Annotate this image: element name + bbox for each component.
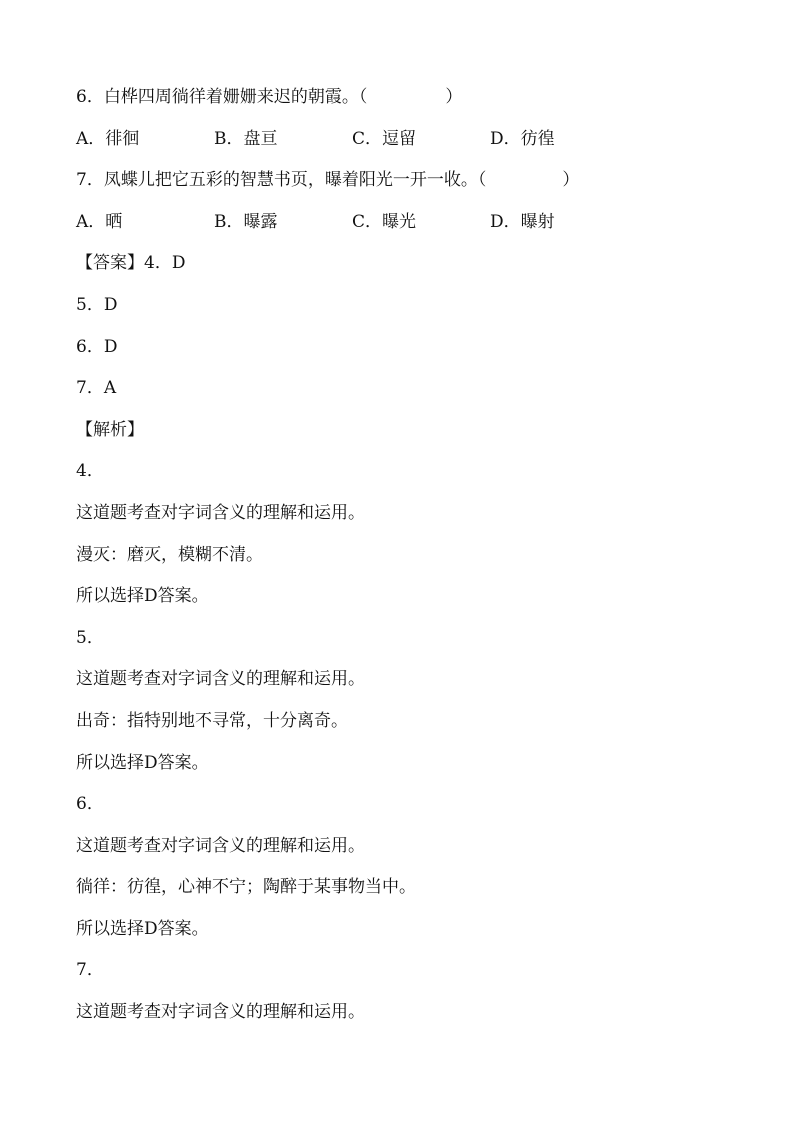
- question-6-option-b: B．盘亘: [214, 128, 278, 149]
- answer-6: 6．D: [76, 336, 118, 357]
- analysis-4-line-3: 所以选择D答案。: [76, 586, 209, 607]
- analysis-5-line-2: 出奇：指特别地不寻常，十分离奇。: [76, 710, 348, 731]
- analysis-5-line-3: 所以选择D答案。: [76, 752, 209, 773]
- question-6-option-a: A．徘徊: [76, 128, 140, 149]
- analysis-heading: 【解析】: [76, 419, 144, 440]
- analysis-6-line-3: 所以选择D答案。: [76, 918, 209, 939]
- question-6-option-c: C．逗留: [352, 128, 417, 149]
- analysis-4-line-2: 漫灭：磨灭，模糊不清。: [76, 544, 263, 565]
- analysis-7-number: 7．: [76, 960, 104, 981]
- question-7-text: 7．凤蝶儿把它五彩的智慧书页，曝着阳光一开一收。（: [76, 170, 487, 191]
- question-6-stem: [76, 83, 756, 125]
- analysis-7-line-1: 这道题考查对字词含义的理解和运用。: [76, 1002, 365, 1023]
- question-7-option-d: D．曝射: [490, 211, 555, 232]
- answer-7: 7．A: [76, 378, 117, 399]
- question-6-text: 6．白桦四周徜徉着姗姗来迟的朝霞。（: [76, 87, 368, 107]
- analysis-5-number: 5．: [76, 627, 104, 648]
- question-6-options: [76, 125, 756, 167]
- answer-heading: 【答案】4．D: [76, 253, 186, 274]
- analysis-5-line-1: 这道题考查对字词含义的理解和运用。: [76, 669, 365, 690]
- analysis-4-number: 4．: [76, 461, 104, 482]
- document-page: [76, 83, 756, 1040]
- question-7-stem: [76, 166, 756, 208]
- question-7-paren-end: ）: [562, 170, 580, 191]
- question-7-option-b: B．曝露: [214, 211, 278, 232]
- question-6-paren-end: ）: [445, 87, 463, 107]
- question-7-options: [76, 208, 756, 250]
- analysis-6-number: 6．: [76, 794, 104, 815]
- analysis-6-line-1: 这道题考查对字词含义的理解和运用。: [76, 835, 365, 856]
- question-6-option-d: D．彷徨: [490, 128, 555, 149]
- analysis-6-line-2: 徜徉：彷徨，心神不宁；陶醉于某事物当中。: [76, 877, 416, 898]
- question-7-option-c: C．曝光: [352, 211, 417, 232]
- question-7-option-a: A．晒: [76, 211, 123, 232]
- analysis-4-line-1: 这道题考查对字词含义的理解和运用。: [76, 502, 365, 523]
- answer-5: 5．D: [76, 294, 118, 315]
